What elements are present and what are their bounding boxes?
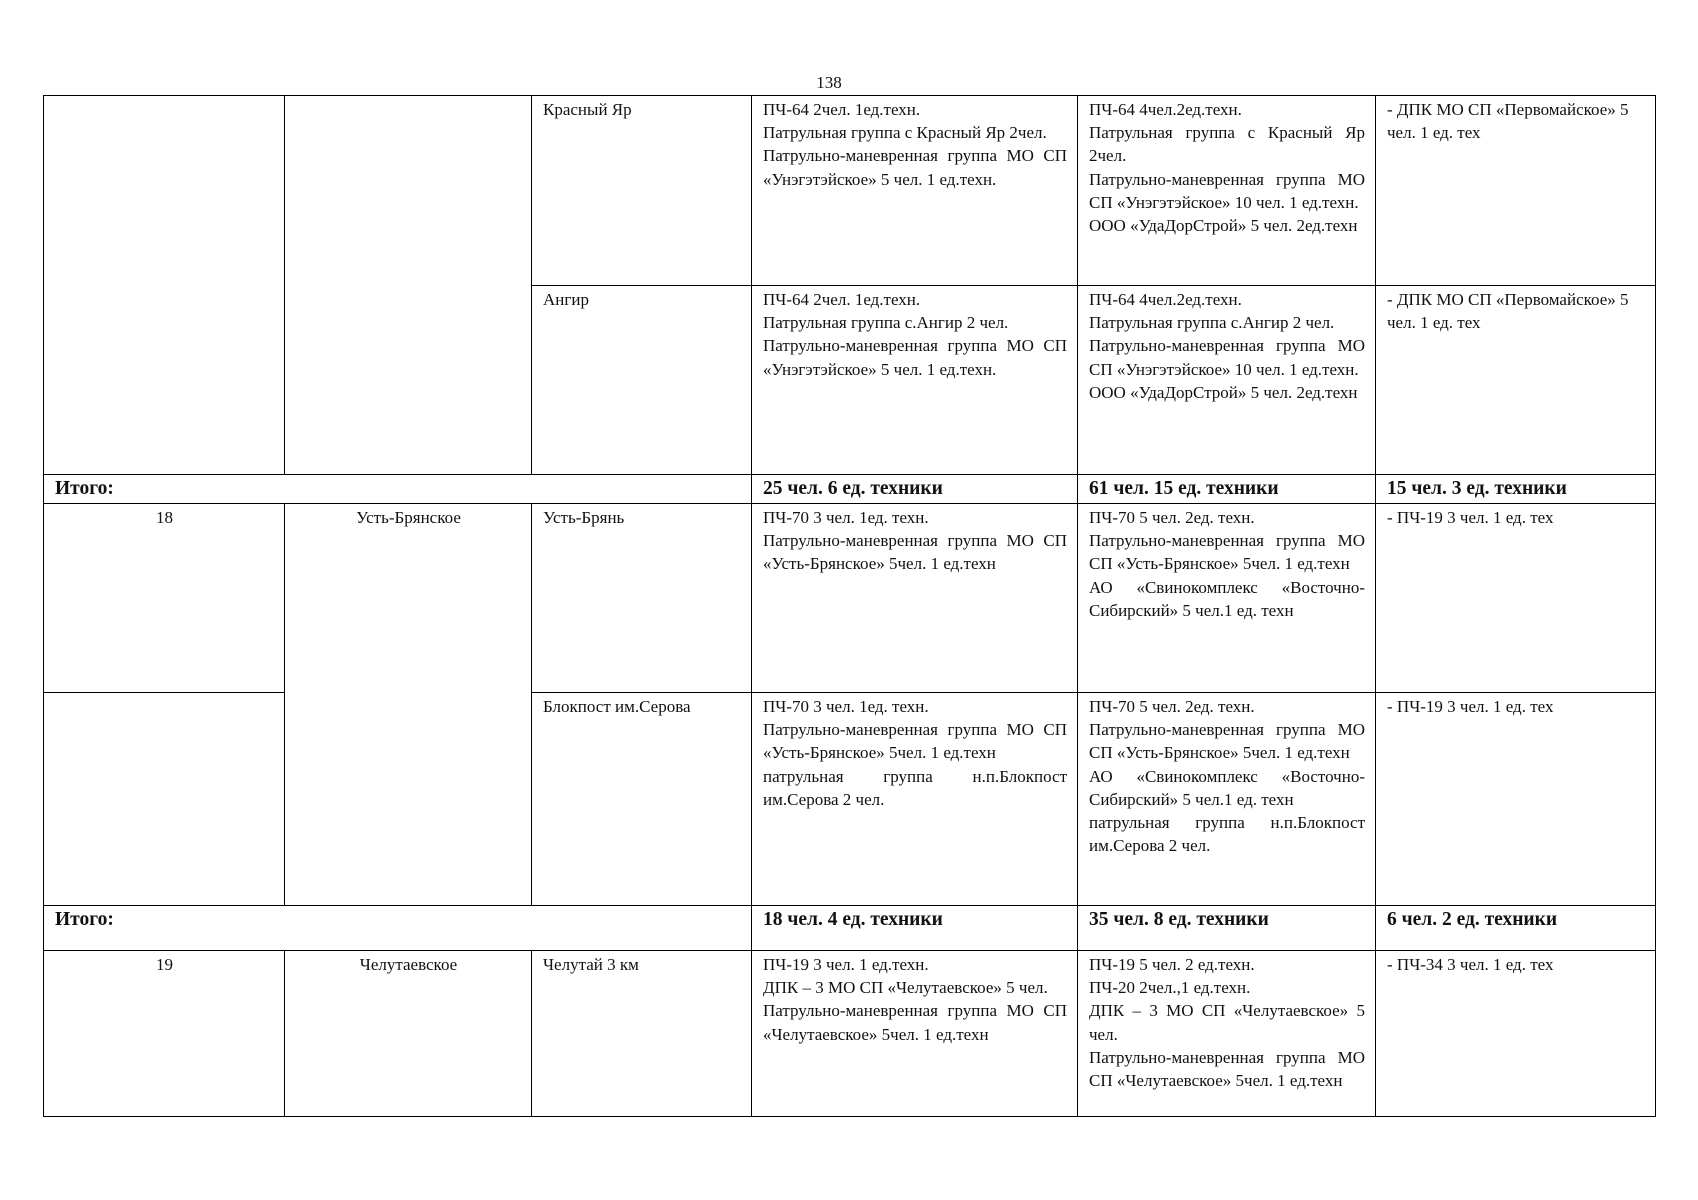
forces-level2-cell: ПЧ-64 4чел.2ед.техн. Патрульная группа с.Ангир 2 чел. Патрульно-маневренная группа МО СП «Унэгэтэйское» 10 чел. 1 ед.техн. ООО «УдаДорСтрой» 5 чел. 2ед.техн	[1078, 286, 1376, 475]
table-row	[44, 951, 1656, 1117]
locality-cell: Блокпост им.Серова	[532, 693, 752, 906]
total-level1: 18 чел. 4 ед. техники	[752, 906, 1078, 951]
total-reserve: 15 чел. 3 ед. техники	[1376, 475, 1656, 504]
forces-level1-cell: ПЧ-64 2чел. 1ед.техн. Патрульная группа с.Ангир 2 чел. Патрульно-маневренная группа МО СП «Унэгэтэйское» 5 чел. 1 ед.техн.	[752, 286, 1078, 475]
table-row	[44, 504, 1656, 693]
forces-level1-cell: ПЧ-19 3 чел. 1 ед.техн. ДПК – 3 МО СП «Челутаевское» 5 чел. Патрульно-маневренная группа МО СП «Челутаевское» 5чел. 1 ед.техн	[752, 951, 1078, 1117]
total-level2: 35 чел. 8 ед. техники	[1078, 906, 1376, 951]
settlement-cell: Челутаевское	[285, 951, 532, 1117]
total-row	[44, 475, 1656, 504]
forces-level1-cell: ПЧ-70 3 чел. 1ед. техн. Патрульно-маневренная группа МО СП «Усть-Брянское» 5чел. 1 ед.техн патрульная группа н.п.Блокпост им.Серова 2 чел.	[752, 693, 1078, 906]
forces-table	[43, 95, 1656, 1117]
total-label: Итого:	[44, 475, 752, 504]
total-label: Итого:	[44, 906, 752, 951]
locality-cell: Красный Яр	[532, 96, 752, 286]
forces-level2-cell: ПЧ-19 5 чел. 2 ед.техн. ПЧ-20 2чел.,1 ед.техн. ДПК – 3 МО СП «Челутаевское» 5 чел. Патрульно-маневренная группа МО СП «Челутаевское» 5чел. 1 ед.техн	[1078, 951, 1376, 1117]
number-cell: 18	[44, 504, 285, 693]
forces-level2-cell: ПЧ-64 4чел.2ед.техн. Патрульная группа с Красный Яр 2чел. Патрульно-маневренная группа МО СП «Унэгэтэйское» 10 чел. 1 ед.техн. ООО «УдаДорСтрой» 5 чел. 2ед.техн	[1078, 96, 1376, 286]
total-reserve: 6 чел. 2 ед. техники	[1376, 906, 1656, 951]
forces-level1-cell: ПЧ-70 3 чел. 1ед. техн. Патрульно-маневренная группа МО СП «Усть-Брянское» 5чел. 1 ед.техн	[752, 504, 1078, 693]
page-number: 138	[816, 73, 842, 92]
settlement-cell	[285, 96, 532, 475]
reserve-forces-cell: - ДПК МО СП «Первомайское» 5 чел. 1 ед. тех	[1376, 96, 1656, 286]
reserve-forces-cell: - ДПК МО СП «Первомайское» 5 чел. 1 ед. тех	[1376, 286, 1656, 475]
locality-cell: Усть-Брянь	[532, 504, 752, 693]
total-level2: 61 чел. 15 ед. техники	[1078, 475, 1376, 504]
number-cell: 19	[44, 951, 285, 1117]
reserve-forces-cell: - ПЧ-19 3 чел. 1 ед. тех	[1376, 504, 1656, 693]
total-row	[44, 906, 1656, 951]
settlement-cell: Усть-Брянское	[285, 504, 532, 906]
locality-cell: Челутай 3 км	[532, 951, 752, 1117]
locality-cell: Ангир	[532, 286, 752, 475]
forces-level2-cell: ПЧ-70 5 чел. 2ед. техн. Патрульно-маневренная группа МО СП «Усть-Брянское» 5чел. 1 ед.техн АО «Свинокомплекс «Восточно-Сибирский» 5 чел.1 ед. техн патрульная группа н.п.Блокпост им.Серова 2 чел.	[1078, 693, 1376, 906]
number-cell	[44, 693, 285, 906]
forces-level2-cell: ПЧ-70 5 чел. 2ед. техн. Патрульно-маневренная группа МО СП «Усть-Брянское» 5чел. 1 ед.техн АО «Свинокомплекс «Восточно-Сибирский» 5 чел.1 ед. техн	[1078, 504, 1376, 693]
reserve-forces-cell: - ПЧ-34 3 чел. 1 ед. тех	[1376, 951, 1656, 1117]
number-cell	[44, 96, 285, 475]
table-row	[44, 96, 1656, 286]
reserve-forces-cell: - ПЧ-19 3 чел. 1 ед. тех	[1376, 693, 1656, 906]
total-level1: 25 чел. 6 ед. техники	[752, 475, 1078, 504]
forces-level1-cell: ПЧ-64 2чел. 1ед.техн. Патрульная группа с Красный Яр 2чел. Патрульно-маневренная группа МО СП «Унэгэтэйское» 5 чел. 1 ед.техн.	[752, 96, 1078, 286]
